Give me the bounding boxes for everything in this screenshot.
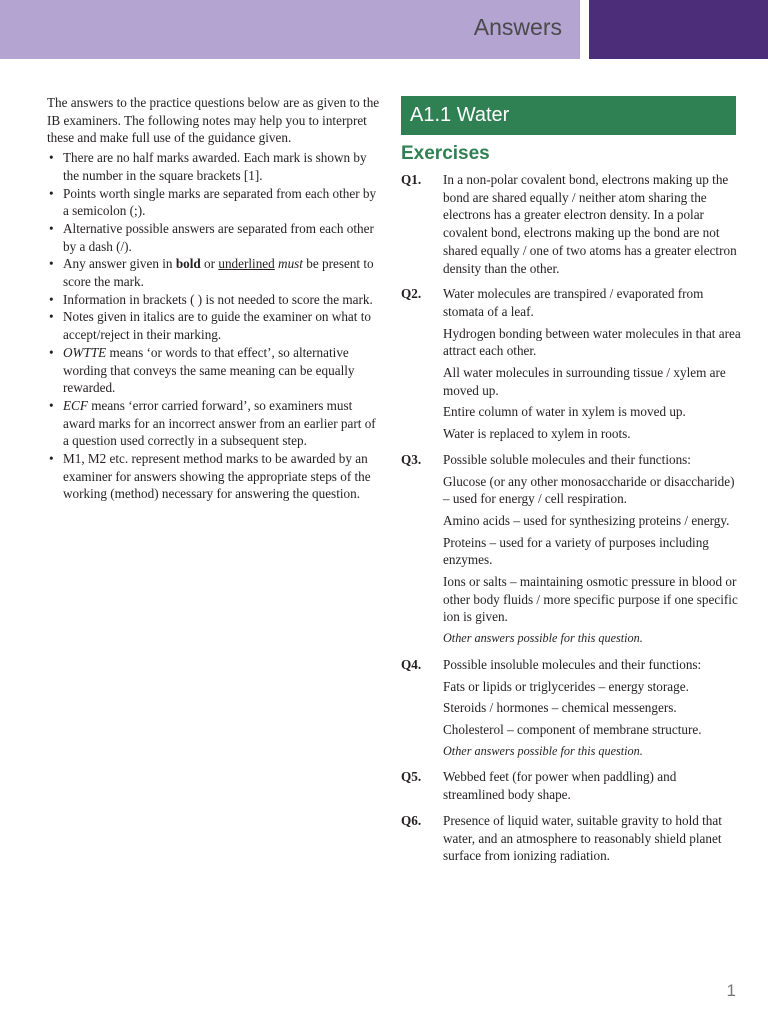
answer-line: Presence of liquid water, suitable gravity to hold that water, and an atmosphere to reasonably shield planet surface from ionizing radiation. — [443, 812, 722, 864]
text-run: or — [200, 256, 219, 272]
answer-line: In a non-polar covalent bond, electrons making up the bond are shared equally / neither atom sharing the electrons has a greater electron density. In a polar covalent bond, electrons making up the bond are not shared equally / one of two atoms has a greater electron density than the other. — [443, 172, 737, 276]
guidance-item — [47, 344, 383, 397]
answer-line: Possible insoluble molecules and their functions: — [443, 656, 702, 672]
answer-line: Ions or salts – maintaining osmotic pressure in blood or other body fluids / more specific purpose if one specific ion is given. — [443, 574, 738, 625]
text-run: be present to score the mark. — [63, 256, 374, 290]
answer-line: Fats or lipids or triglycerides – energy storage. — [443, 678, 689, 694]
answer-line: Webbed feet (for power when paddling) and streamlined body shape. — [443, 769, 677, 803]
answer-q5 — [401, 768, 741, 803]
underline-example: underlined — [218, 256, 275, 272]
text-run: Any answer given in — [63, 256, 176, 272]
answer-q6 — [401, 812, 741, 865]
guidance-item: • Information in brackets ( ) is not needed to score the mark. — [47, 291, 383, 309]
exercises-heading: Exercises — [401, 143, 490, 164]
guidance-item: • There are no half marks awarded. Each mark is shown by the number in the square brackets [1]. — [47, 149, 383, 184]
question-number: Q2. — [401, 286, 422, 302]
answer-line: Steroids / hormones – chemical messengers. — [443, 700, 677, 716]
answer-line: Entire column of water in xylem is moved up. — [443, 404, 686, 420]
page-header-title: Answers — [473, 14, 562, 40]
answer-line: Glucose (or any other monosaccharide or disaccharide) – used for energy / cell respiration. — [443, 473, 735, 507]
question-number: Q4. — [401, 656, 422, 672]
answer-line: Water molecules are transpired / evaporated from stomata of a leaf. — [443, 286, 704, 319]
answer-line: Amino acids – used for synthesizing proteins / energy. — [443, 512, 730, 528]
question-number: Q5. — [401, 769, 422, 785]
answer-line: Cholesterol – component of membrane structure. — [443, 721, 702, 737]
guidance-item: • M1, M2 etc. represent method marks to be awarded by an examiner for answers showing the appropriate steps of the working (method) necessary for answering the question. — [47, 450, 383, 503]
intro-column — [47, 94, 383, 503]
guidance-list — [47, 149, 383, 503]
term-owtte: OWTTE — [63, 344, 107, 360]
question-number: Q1. — [401, 172, 422, 187]
answer-line: Water is replaced to xylem in roots. — [443, 426, 631, 442]
question-number: Q3. — [401, 451, 422, 467]
answer-line: Possible soluble molecules and their functions: — [443, 451, 691, 467]
section-title-banner: A1.1 Water — [401, 96, 736, 135]
intro-paragraph: The answers to the practice questions below are as given to the IB examiners. The following notes may help you to interpret these and make full use of the guidance given. — [47, 95, 380, 146]
answer-q4 — [401, 656, 741, 761]
examiner-note: Other answers possible for this question. — [443, 631, 643, 646]
term-ecf: ECF — [63, 397, 88, 413]
guidance-item: • Alternative possible answers are separated from each other by a dash (/). — [47, 220, 383, 255]
text-run: means ‘or words to that effect’, so alternative wording that conveys the same meaning can be equally rewarded. — [63, 344, 355, 396]
guidance-item — [47, 397, 383, 450]
bold-example: bold — [175, 256, 201, 272]
header-bar — [0, 0, 580, 59]
answer-q2 — [401, 285, 741, 443]
answer-line: All water molecules in surrounding tissue / xylem are moved up. — [443, 365, 726, 398]
guidance-item — [47, 255, 383, 290]
header-accent-block — [589, 0, 768, 59]
guidance-item: • Notes given in italics are to guide the examiner on what to accept/reject in their marking. — [47, 308, 383, 343]
answer-q1 — [401, 171, 741, 277]
answers-list — [401, 171, 741, 873]
must-emphasis: must — [278, 256, 303, 272]
guidance-item: • Points worth single marks are separated from each other by a semicolon (;). — [47, 185, 383, 220]
text-run: means ‘error carried forward’, so examiners must award marks for an incorrect answer from an earlier part of a question used correctly in a subsequent step. — [63, 397, 376, 449]
answer-q3 — [401, 451, 741, 648]
question-number: Q6. — [401, 812, 422, 828]
answer-line: Proteins – used for a variety of purposes including enzymes. — [443, 534, 709, 568]
answer-line: Hydrogen bonding between water molecules in that area attract each other. — [443, 325, 741, 359]
page-number: 1 — [726, 981, 736, 1000]
examiner-note: Other answers possible for this question. — [443, 743, 643, 758]
